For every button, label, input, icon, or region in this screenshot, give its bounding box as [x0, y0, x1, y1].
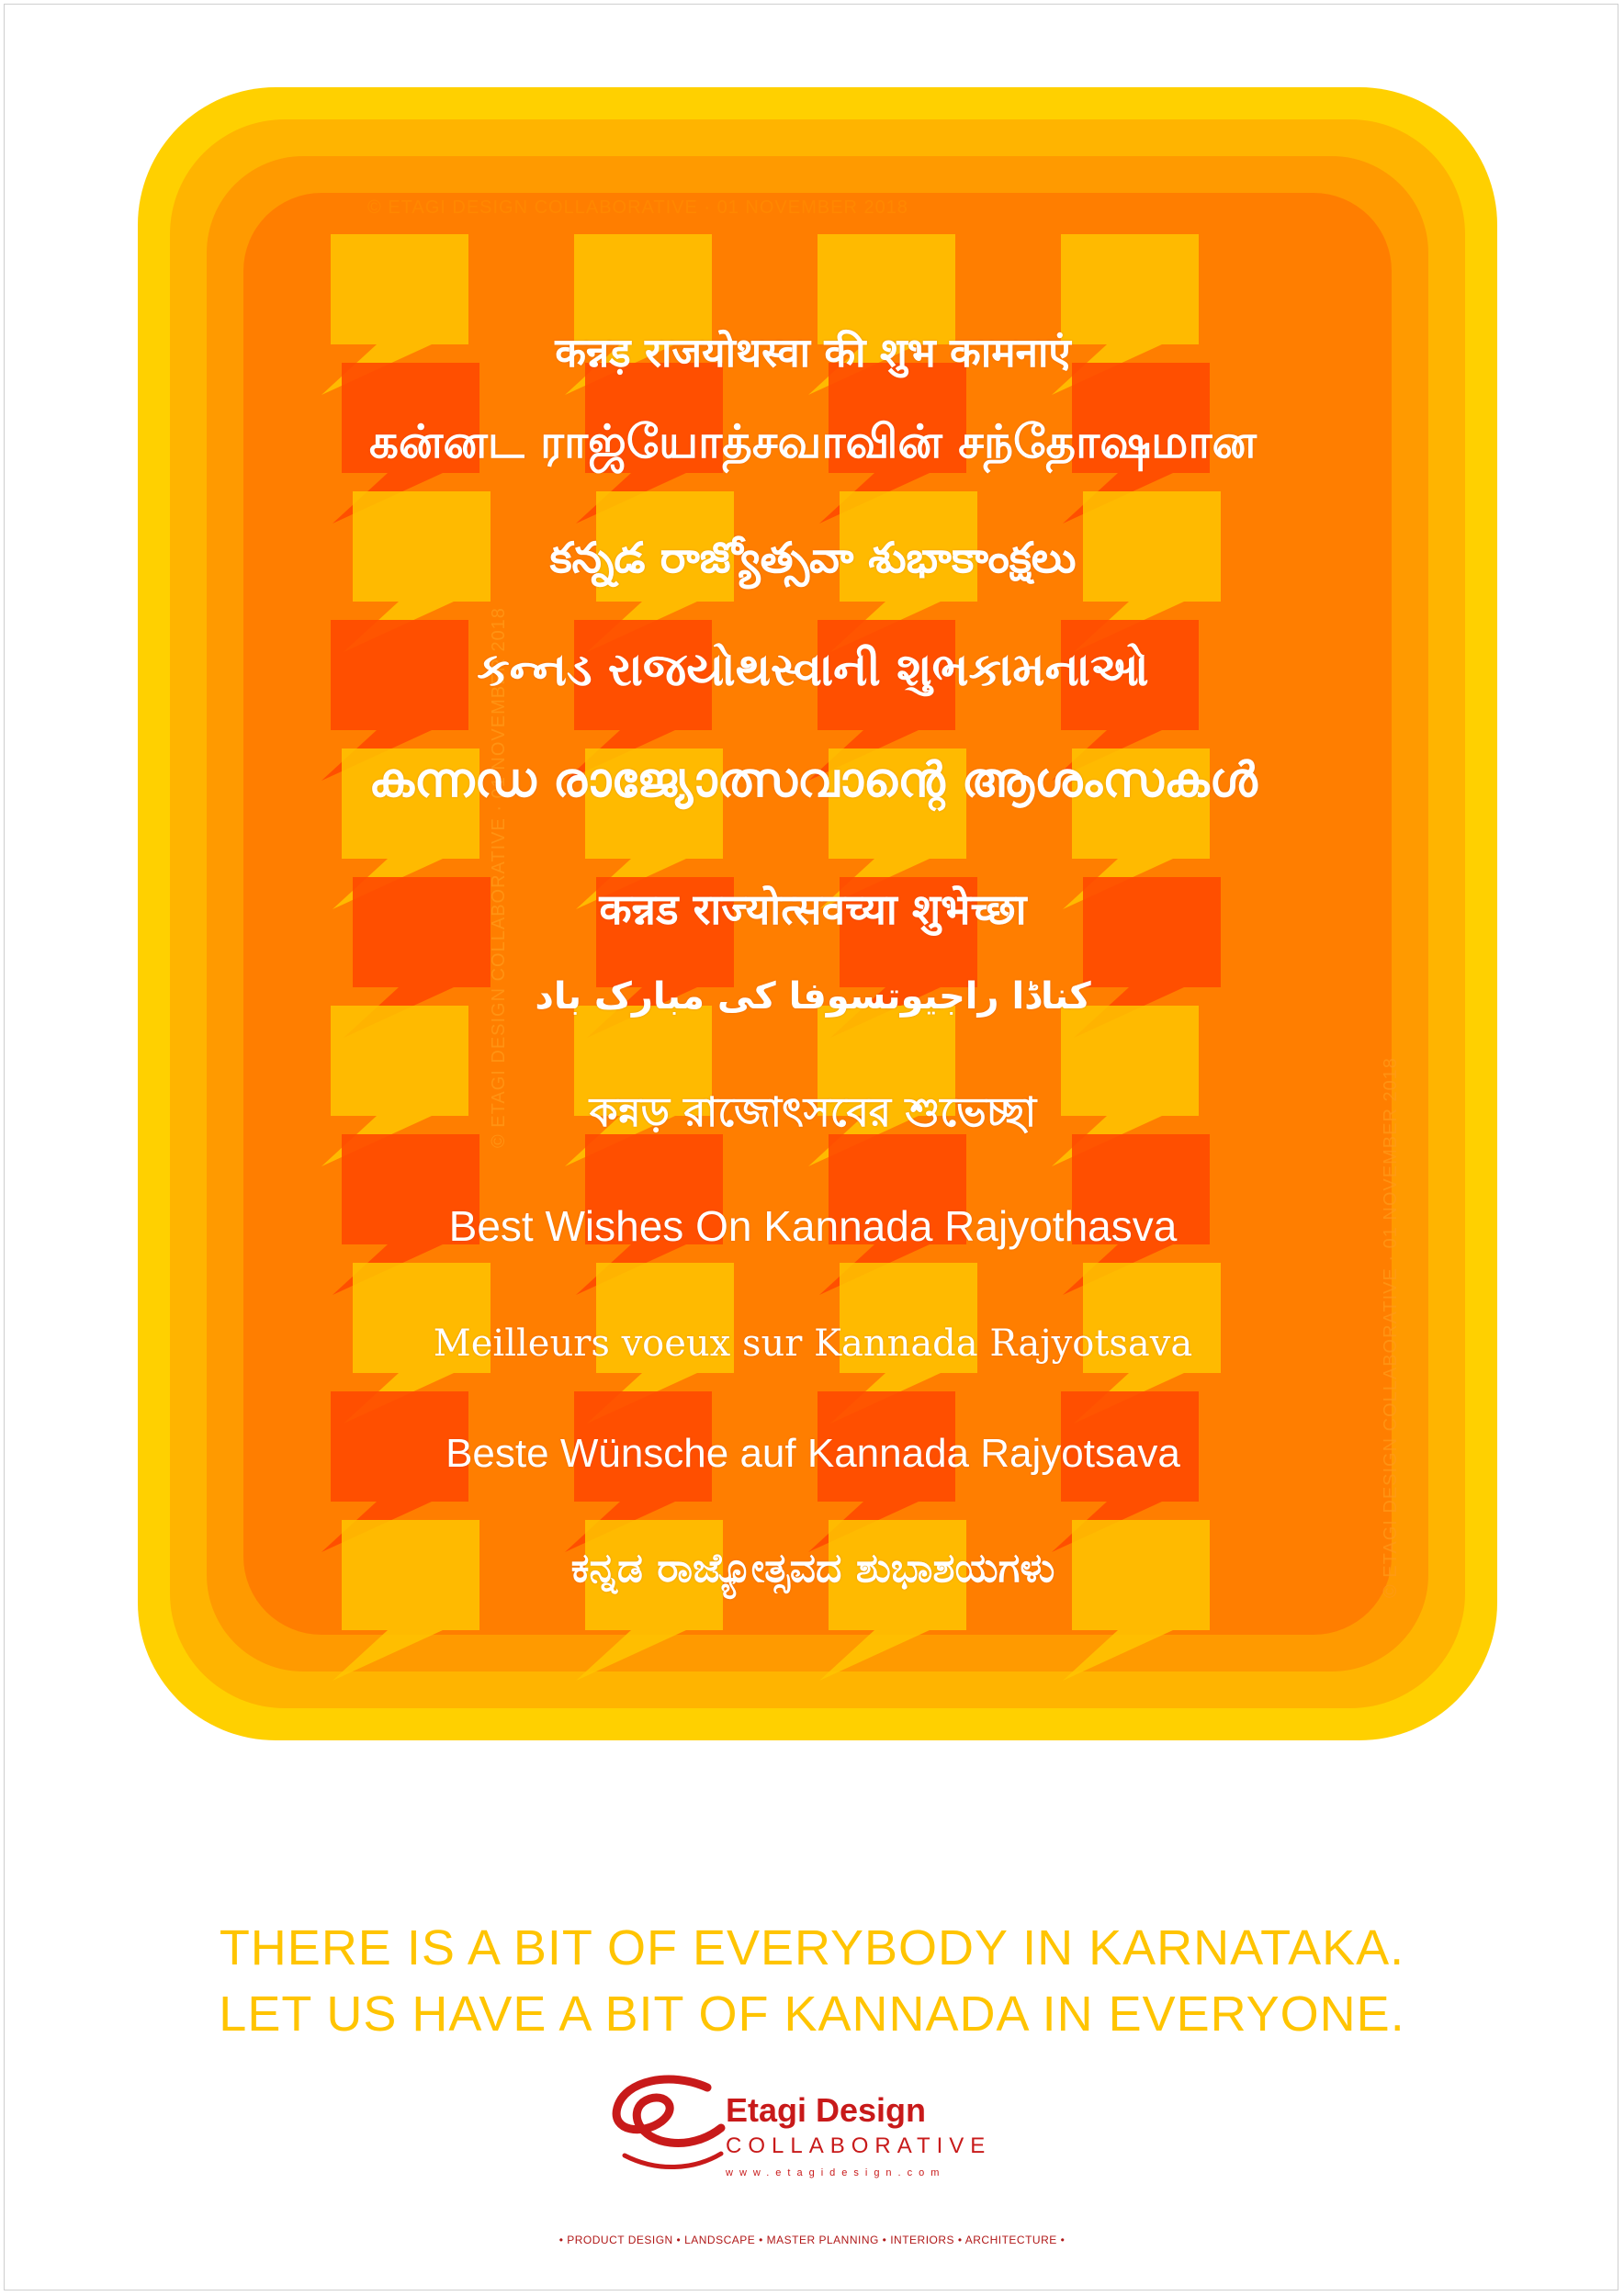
copyright-right-vertical: © ETAGI DESIGN COLLABORATIVE · 01 NOVEMBER 2018	[1381, 1057, 1401, 1598]
ribbon-swirl-icon	[606, 2071, 726, 2181]
logo-subtitle: COLLABORATIVE	[726, 2133, 992, 2158]
services-list: • PRODUCT DESIGN • LANDSCAPE • MASTER PLANNING • INTERIORS • ARCHITECTURE •	[558, 2234, 1066, 2246]
copyright-top: © ETAGI DESIGN COLLABORATIVE · 01 NOVEMBER 2018	[367, 197, 908, 218]
logo-name: Etagi Design	[726, 2091, 927, 2129]
greetings-list	[257, 312, 1369, 1616]
greeting-malayalam: കന്നഡ രാജ്യോത്സവാന്റെ ആശംസകൾ	[368, 753, 1257, 808]
tagline-line-1: THERE IS A BIT OF EVERYBODY IN KARNATAKA.	[219, 1920, 1405, 1975]
greeting-tamil: கன்னட ராஜ்யோத்சவாவின் சந்தோஷமான	[368, 415, 1257, 468]
logo-url: www.etagidesign.com	[726, 2167, 946, 2178]
greeting-urdu: کناڈا راجیوتسوفا کی مبارک باد	[535, 975, 1091, 1018]
copyright-left-vertical: © ETAGI DESIGN COLLABORATIVE · 01 NOVEMBER 2018	[489, 607, 509, 1148]
etagi-logo	[606, 2071, 1084, 2190]
greeting-english: Best Wishes On Kannada Rajyothasva	[448, 1202, 1178, 1250]
greeting-kannada: ಕನ್ನಡ ರಾಜ್ಯೋತ್ಸವದ ಶುಭಾಶಯಗಳು	[570, 1545, 1055, 1592]
greeting-telugu: కన్నడ రాజ్యోత్సవా శుభాకాంక్షలు	[549, 533, 1077, 582]
greeting-french: Meilleurs voeux sur Kannada Rajyotsava	[433, 1322, 1193, 1365]
greeting-marathi: कन्नड राज्योत्सवच्या शुभेच्छा	[599, 884, 1027, 934]
greeting-german: Beste Wünsche auf Kannada Rajyotsava	[445, 1431, 1180, 1476]
greeting-gujarati: કન્નડ રાજયોથસ્વાની શુભકામનાઓ	[477, 643, 1149, 696]
greeting-bengali: কন্নড় রাজোৎসবের শুভেচ্ছা	[589, 1089, 1037, 1136]
greeting-hindi: कन्नड़ राजयोथस्वा की शुभ कामनाएं	[555, 330, 1071, 377]
tagline-line-2: LET US HAVE A BIT OF KANNADA IN EVERYONE.	[219, 1986, 1405, 2042]
